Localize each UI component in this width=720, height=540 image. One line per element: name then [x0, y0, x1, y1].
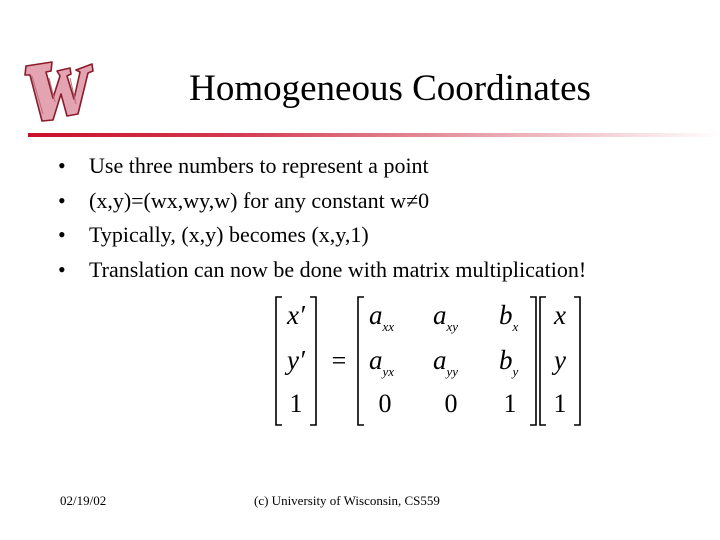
matrix-open-bracket — [358, 297, 364, 425]
wisconsin-w-logo-icon — [22, 54, 98, 126]
bullet-marker: • — [58, 222, 66, 247]
list-item — [58, 184, 586, 219]
left-vector-open-bracket — [276, 297, 282, 425]
bullet-marker: • — [58, 153, 66, 178]
matrix-cell-a-yy: $a_{yy}$ — [433, 345, 459, 379]
matrix-cell-zero: 0 — [444, 389, 458, 418]
rhs-one: 1 — [553, 389, 567, 418]
matrix-cell-one: 1 — [503, 389, 517, 418]
matrix-cell-b-y: $b_y$ — [499, 345, 519, 379]
footer-copyright: (c) University of Wisconsin, CS559 — [254, 493, 440, 508]
matrix-equation — [270, 294, 590, 430]
slide-title: Homogeneous Coordinates — [189, 68, 591, 109]
lhs-x-prime: x′ — [287, 300, 305, 330]
bullet-marker: • — [58, 187, 66, 213]
matrix-cell-zero: 0 — [378, 389, 392, 418]
matrix-close-bracket — [530, 297, 536, 425]
matrix-cell-a-yx: $a_{yx}$ — [369, 345, 395, 379]
list-item — [58, 253, 586, 288]
right-vector-close-bracket — [574, 297, 580, 425]
title-divider — [28, 133, 720, 137]
bullet-marker: • — [58, 256, 66, 282]
footer-date: 02/19/02 — [60, 493, 107, 508]
rhs-x: x — [554, 300, 566, 330]
bullet-text: (x,y)=(wx,wy,w) for any constant w≠0 — [89, 187, 430, 213]
left-vector-close-bracket — [310, 297, 316, 425]
matrix-cell-a-xx: $a_{xx}$ — [369, 300, 395, 334]
matrix-cell-b-x: $b_x$ — [499, 300, 519, 334]
bullet-list — [58, 149, 586, 287]
bullet-text: Typically, (x,y) becomes (x,y,1) — [89, 222, 369, 247]
right-vector-open-bracket — [540, 297, 546, 425]
rhs-y: y — [554, 345, 566, 375]
bullet-text: Translation can now be done with matrix multiplication! — [89, 256, 587, 282]
matrix-cell-a-xy: $a_{xy}$ — [433, 300, 459, 334]
list-item — [58, 218, 586, 253]
lhs-y-prime: y′ — [287, 345, 305, 375]
lhs-one: 1 — [289, 389, 303, 418]
bullet-text: Use three numbers to represent a point — [89, 153, 429, 178]
list-item — [58, 149, 586, 184]
equals-sign: = — [331, 346, 347, 375]
